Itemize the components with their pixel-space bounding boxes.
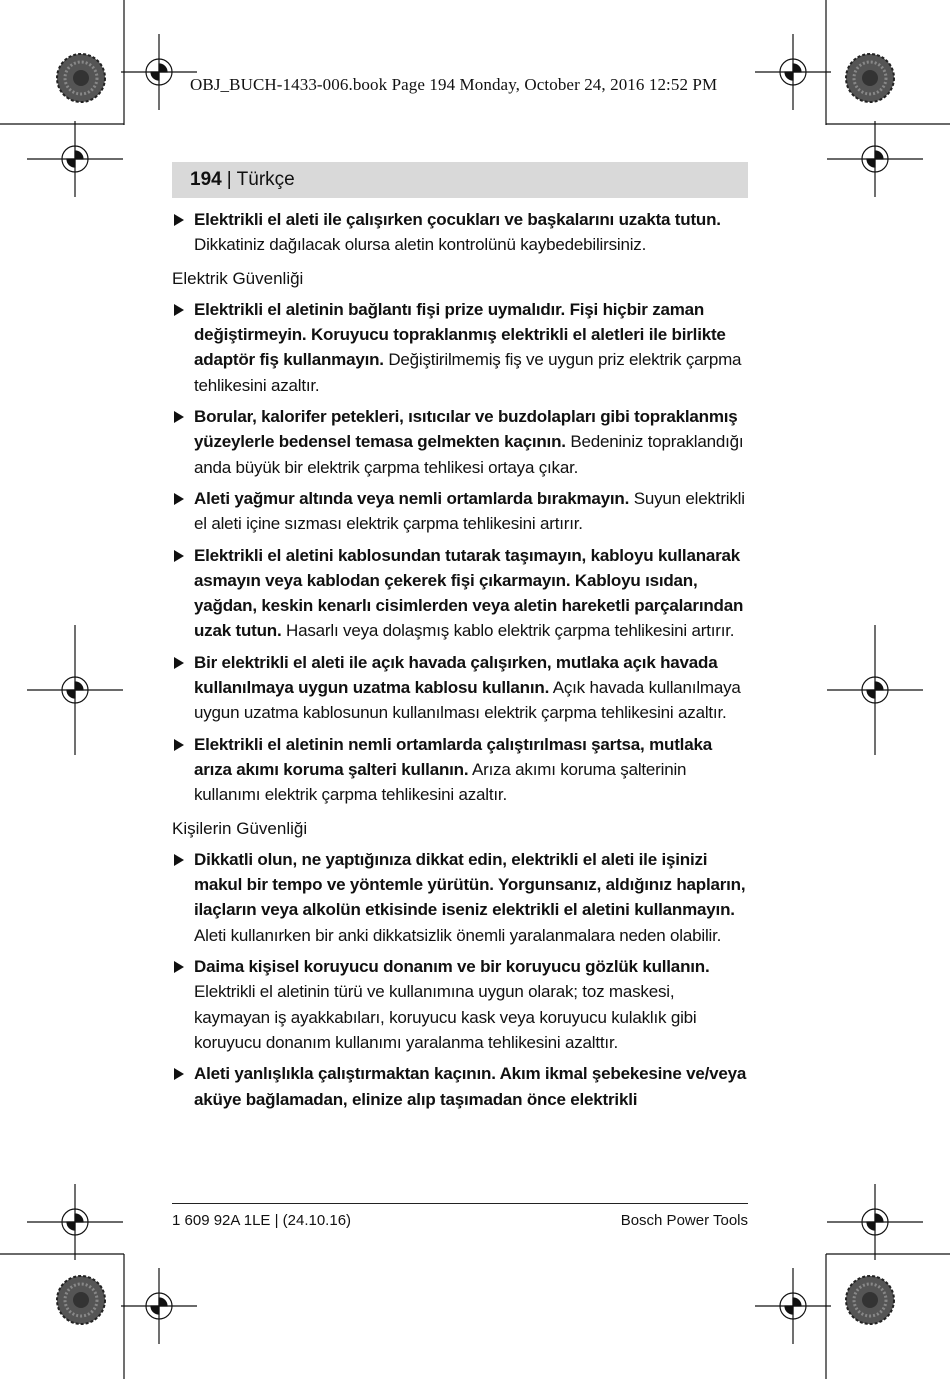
bullet-arrow-icon [174,961,184,973]
page-footer [172,1203,748,1229]
page-number: 194 [190,169,222,190]
safety-item [172,847,748,948]
safety-item [172,954,748,1055]
item-body: Arıza akımı koruma şalterinin kullanımı elektrik çarpma tehlikesini azaltır. [194,759,687,805]
page-header-bar [172,162,748,198]
bullet-arrow-icon [174,854,184,866]
safety-item [172,207,748,258]
item-body: Dikkatiniz dağılacak olursa aletin kontrolünü kaybedebilirsiniz. [194,235,647,255]
bullet-arrow-icon [174,739,184,751]
section-title-electrical: Elektrik Güvenliği [172,268,304,288]
item-body: Açık havada kullanılmaya uygun uzatma kablosunun kullanılması elektrik çarpma tehlikesini azaltır. [194,678,741,723]
bullet-arrow-icon [174,550,184,562]
header-separator: | [226,169,232,190]
bullet-arrow-icon [174,304,184,316]
safety-item [172,297,748,398]
safety-item [172,486,748,537]
print-slug-line: OBJ_BUCH-1433-006.book Page 194 Monday, October 24, 2016 12:52 PM [190,75,718,94]
item-lead: Elektrikli el aletinin nemli ortamlarda çalıştırılması şartsa, mutlaka arıza akımı koruma şalteri kullanın. [194,734,712,779]
header-language: Türkçe [236,169,295,190]
bullet-arrow-icon [174,214,184,226]
section-title-personal: Kişilerin Güvenliği [172,818,308,838]
item-body: Değiştirilmemiş fiş ve uygun priz elektrik çarpma tehlikesini azaltır. [194,350,742,395]
item-lead: Aleti yağmur altında veya nemli ortamlarda bırakmayın. [194,488,630,508]
footer-brand: Bosch Power Tools [620,1212,748,1229]
footer-doc-code: 1 609 92A 1LE | (24.10.16) [172,1212,352,1229]
safety-item [172,1061,748,1112]
item-body: Hasarlı veya dolaşmış kablo elektrik çarpma tehlikesini artırır. [286,621,735,641]
item-lead: Elektrikli el aletini kablosundan tutarak taşımayın, kabloyu kullanarak asmayın veya kablodan çekerek fişi çıkarmayın. Kabloyu ısıdan, yağdan, keskin kenarlı cisimlerden veya aletin hareketli parçalarından uzak tutun. [194,545,744,641]
bullet-arrow-icon [174,1068,184,1080]
item-lead: Elektrikli el aletinin bağlantı fişi prize uymalıdır. Fişi hiçbir zaman değiştirmeyin. Koruyucu topraklanmış elektrikli el aletleri ile birlikte adaptör fiş kullanmayın. [194,299,726,370]
safety-item [172,732,748,808]
bullet-arrow-icon [174,411,184,423]
item-lead: Daima kişisel koruyucu donanım ve bir koruyucu gözlük kullanın. [194,957,710,977]
safety-item [172,404,748,480]
item-lead: Elektrikli el aleti ile çalışırken çocukları ve başkalarını uzakta tutun. [194,210,721,229]
item-body: Aleti kullanırken bir anki dikkatsizlik önemli yaralanmalara neden olabilir. [194,925,722,945]
item-body: Bedeniniz topraklandığı anda büyük bir elektrik çarpma tehlikesi ortaya çıkar. [194,432,744,477]
safety-item [172,543,748,644]
item-lead: Borular, kalorifer petekleri, ısıtıcılar ve buzdolapları gibi topraklanmış yüzeylerle bedensel temasa gelmekten kaçının. [194,407,738,452]
item-lead: Dikkatli olun, ne yaptığınıza dikkat edin, elektrikli el aleti ile işinizi makul bir tempo ve yöntemle yürütün. Yorgunsanız, aldığınız hapların, ilaçların veya alkolün etkisinde iseniz elektrikli el aletini kullanmayın. [194,849,746,920]
item-lead: Bir elektrikli el aleti ile açık havada çalışırken, mutlaka açık havada kullanılmaya uygun uzatma kablosu kullanın. [194,652,718,698]
page-content [172,207,748,1118]
item-body: Suyun elektrikli el aleti içine sızması elektrik çarpma tehlikesini artırır. [194,488,745,534]
safety-item [172,650,748,726]
bullet-arrow-icon [174,657,184,669]
item-body: Elektrikli el aletinin türü ve kullanımına uygun olarak; toz maskesi, kaymayan iş ayakkabıları, koruyucu kask veya koruyucu kulaklık gibi koruyucu donanım kullanımı yaralanma tehlikesini azalttır. [194,982,697,1052]
bullet-arrow-icon [174,493,184,505]
item-lead: Aleti yanlışlıkla çalıştırmaktan kaçının. Akım ikmal şebekesine ve/veya aküye bağlamadan, elinize alıp taşımadan önce elektrikli [194,1064,747,1109]
